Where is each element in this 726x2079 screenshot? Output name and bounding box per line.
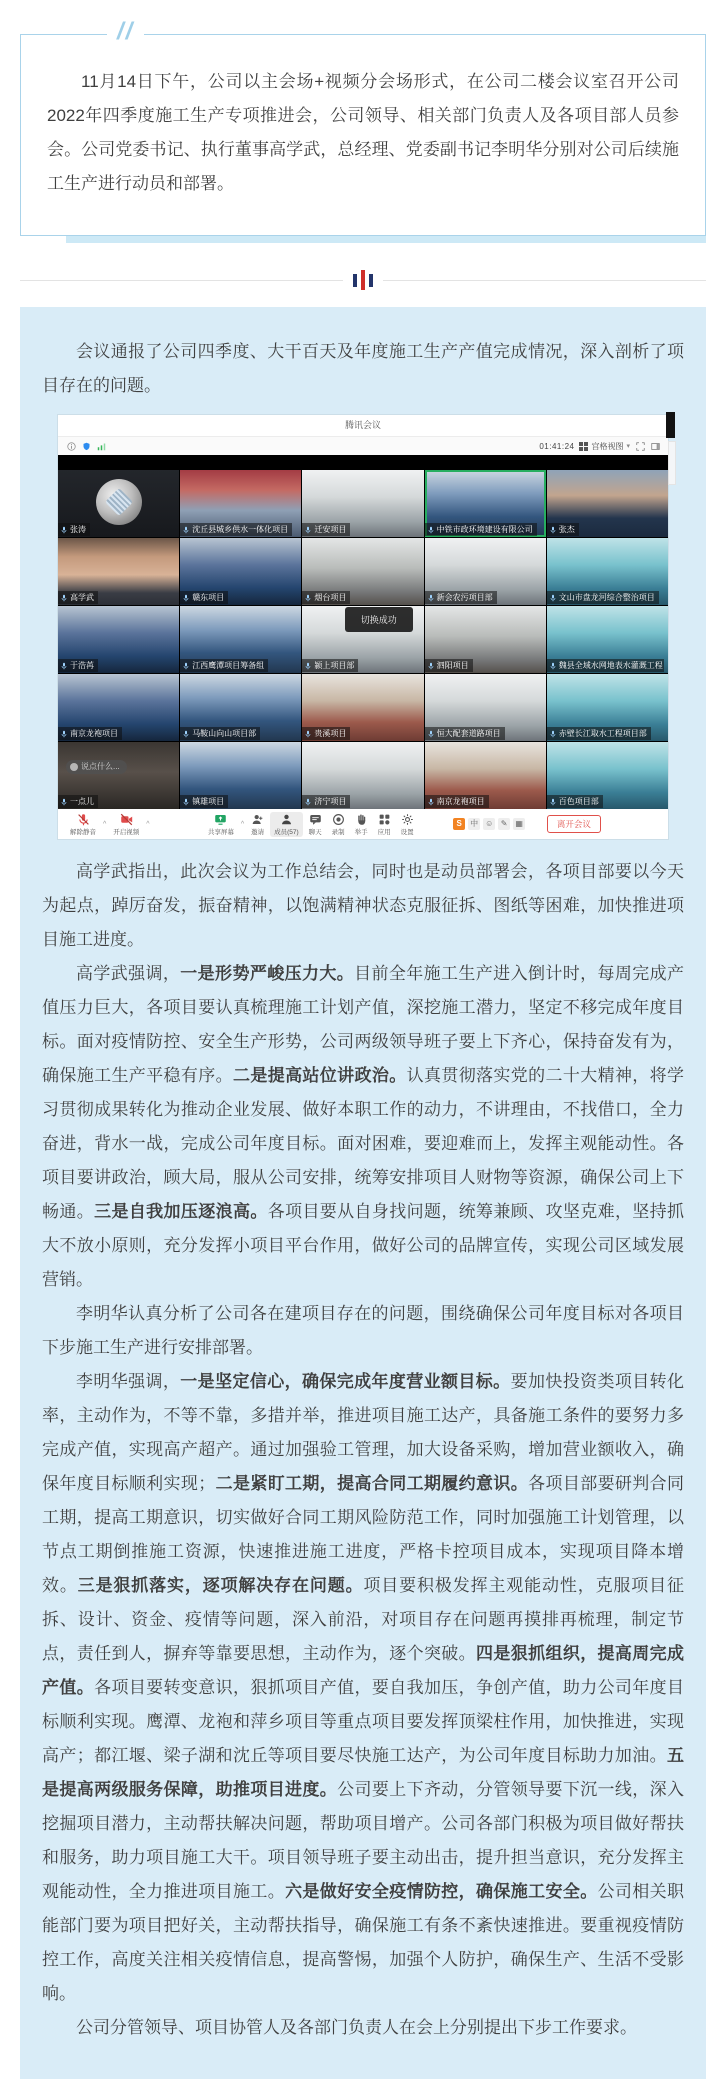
control-record[interactable] [328,812,349,837]
mic-icon [304,594,312,602]
chat-icon [309,813,322,826]
video-tile[interactable] [180,538,301,605]
control-label: 成员(57) [274,828,299,836]
mic-icon [304,662,312,670]
expand-caret-icon[interactable]: ^ [103,820,107,828]
video-tile[interactable] [58,606,179,673]
body-text: 李明华强调， [76,1372,181,1391]
mic-icon [60,662,68,670]
control-camera-off[interactable] [109,812,143,837]
fullscreen-icon[interactable] [635,441,645,451]
participant-name: 颍上项目部 [314,661,355,670]
ime-tool-icon[interactable]: ☺ [485,819,494,828]
body-text: 项目要积极发挥主观能动性，克服项目征拆、设计、资金、疫情等问题，深入前沿，对项目存在问题再摸排再梳理，制定节点，责任到人，摒弃等靠要思想，主动作为，逐个突破。 [42,1576,685,1663]
participant-name-label [547,523,579,536]
paragraph [42,1365,684,2011]
participant-name-label [302,659,358,672]
participant-name: 张涛 [70,525,86,534]
participant-name: 文山市盘龙河综合整治项目 [558,593,655,602]
shield-icon[interactable] [81,441,91,451]
emphasis-text: 三是自我加压逐浪高。 [94,1202,268,1221]
mic-icon [427,526,435,534]
participant-name: 一点儿 [70,797,94,806]
participant-name: 新会农污项目部 [436,593,493,602]
participant-name: 镇雄项目 [192,797,225,806]
participant-name-label [425,523,537,536]
mic-icon [182,526,190,534]
controls-left [66,812,151,837]
video-tile[interactable] [180,606,301,673]
body-text: 各项目要转变意识，狠抓项目产值，要自我加压，争创产值，助力公司年度目标顺利实现。鹰潭、龙袍和萍乡项目等重点项目要发挥顶梁柱作用，加快推进，实现高产；都江堰、梁子湖和沈丘等项目要尽快施工达产，为公司年度目标助力加油。 [42,1678,685,1765]
video-tile[interactable] [58,674,179,741]
control-label: 开启视频 [113,828,140,836]
invite-icon [251,813,264,826]
paragraph [42,1297,684,1365]
participant-name-label [180,591,228,604]
video-tile[interactable] [425,742,546,809]
participant-name: 迁安项目 [314,525,347,534]
participant-name-label [302,727,350,740]
video-tile[interactable] [547,538,668,605]
meeting-bottom-toolbar [58,809,668,839]
video-tile[interactable] [547,470,668,537]
control-label: 共享屏幕 [207,828,234,836]
participant-name-label [58,523,90,536]
control-label: 邀请 [251,828,265,836]
video-tile[interactable] [302,674,423,741]
control-share-screen[interactable] [204,812,238,837]
chevron-down-icon: ▾ [626,443,630,450]
share-screen-icon [214,813,227,826]
body-text: 各项目要从自身找问题，统筹兼顾、攻坚克难，坚持抓大不放小原则，充分发挥小项目平台作用，做好公司的品牌宣传，实现公司区域发展营销。 [42,1202,685,1289]
meeting-screenshot [58,415,668,839]
ime-tool-icon[interactable]: ✎ [498,818,510,830]
grid-view-icon [579,442,588,451]
mic-icon [60,798,68,806]
mic-muted-icon [77,813,90,826]
participant-avatar [96,479,142,525]
body-text: 高学武强调， [76,964,181,983]
controls-center [204,812,418,837]
camera-off-icon [120,813,133,826]
control-settings[interactable] [397,812,418,837]
mic-icon [60,594,68,602]
participant-name-label [547,591,659,604]
participant-name: 张杰 [558,525,575,534]
control-members[interactable] [270,812,303,837]
control-apps[interactable] [374,812,395,837]
lead-paragraph: 会议通报了公司四季度、大干百天及年度施工生产产值完成情况，深入剖析了项目存在的问题。 [42,342,684,395]
emphasis-text: 一是形势严峻压力大。 [180,964,355,983]
participant-name-label [425,727,505,740]
control-label: 设置 [400,828,414,836]
mic-icon [182,798,190,806]
participant-name-label [547,659,665,672]
video-tile[interactable] [58,470,179,537]
video-tile[interactable] [180,470,301,537]
members-icon [280,813,293,826]
participant-name: 沈丘县城乡供水一体化项目 [192,525,289,534]
meeting-timer: 01:41:24 [539,441,575,451]
mic-icon [549,730,557,738]
video-tile[interactable] [547,606,668,673]
emphasis-text: 二是提高站位讲政治。 [232,1066,407,1085]
body-text: 目前全年施工生产进入倒计时，每周完成产值压力巨大，各项目要认真梳理施工计划产值，深挖施工潜力，坚定不移完成年度目标。面对疫情防控、安全生产形势，公司两级领导班子要上下齐心，保持奋发有为，确保施工生产平稳有序。 [42,964,685,1085]
emphasis-text: 五是提高两级服务保障，助推项目进度。 [42,1746,684,1799]
control-label: 聊天 [308,828,322,836]
participant-name-label [425,659,473,672]
emphasis-text: 一是坚定信心，确保完成年度营业额目标。 [180,1372,511,1391]
participant-name-label [547,795,603,808]
video-grid [58,470,668,809]
video-tile[interactable] [547,742,668,809]
leave-meeting-button[interactable]: 离开会议 [547,815,601,833]
raise-hand-icon [355,813,368,826]
participant-name-label [302,591,350,604]
paragraph [42,855,684,957]
intro-paragraph: 11月14日下午，公司以主会场+视频分会场形式，在公司二楼会议室召开公司2022年四季度施工生产专项推进会，公司领导、相关部门负责人及各项目部人员参会。公司党委书记、执行董事高学武，总经理、党委副书记李明华分别对公司后续施工生产进行动员和部署。 [47,72,679,193]
layout-panel-icon[interactable] [650,441,660,451]
video-tile[interactable] [58,742,179,809]
participant-name: 烟台项目 [314,593,347,602]
control-mic-muted[interactable] [66,812,100,837]
ime-tray[interactable] [453,818,525,830]
participant-name: 济宁项目 [314,797,347,806]
participant-name-label [302,523,350,536]
participant-name-label [180,727,260,740]
article-section [20,307,706,2079]
meeting-window-title: 腾讯会议 [58,415,668,436]
mic-icon [182,594,190,602]
record-icon [332,813,345,826]
apps-icon [378,813,391,826]
participant-name: 南京龙袍项目 [70,729,118,738]
meeting-top-toolbar [58,436,668,455]
mic-icon [60,730,68,738]
article-paragraphs [42,855,684,2045]
body-text: 李明华认真分析了公司各在建项目存在的问题，围绕确保公司年度目标对各项目下步施工生产进行安排部署。 [42,1304,684,1357]
emphasis-text: 六是做好安全疫情防控，确保施工安全。 [285,1882,598,1901]
participant-name: 泗阳项目 [436,661,469,670]
ime-tool-icon[interactable]: 中 [470,819,479,828]
mic-icon [182,730,190,738]
view-mode-selector[interactable]: 宫格视图 ▾ [579,441,630,452]
participant-name-label [302,795,350,808]
control-chat[interactable] [305,812,326,837]
side-scroll-strip[interactable] [668,441,676,485]
mic-icon [549,798,557,806]
participant-name: 马鞍山向山项目部 [192,729,257,738]
control-label: 录制 [331,828,345,836]
body-text: 高学武指出，此次会议为工作总结会，同时也是动员部署会，各项目部要以今天为起点，踔厉奋发，振奋精神，以饱满精神状态克服征拆、图纸等困难，加快推进项目施工进度。 [42,862,684,949]
participant-name-label [58,727,122,740]
video-tile[interactable] [547,674,668,741]
video-tile[interactable] [425,538,546,605]
expand-caret-icon[interactable]: ^ [146,820,150,828]
participant-name: 江西鹰潭项目筹备组 [192,661,265,670]
chat-bubble-icon [70,763,78,771]
participant-name: 中铁市政环境建设有限公司 [436,525,533,534]
participant-name: 赣东项目 [192,593,225,602]
settings-icon [401,813,414,826]
participant-name: 赤壁长江取水工程项目部 [558,729,647,738]
video-tile[interactable] [302,470,423,537]
mic-icon [304,730,312,738]
video-tile[interactable] [180,674,301,741]
mic-icon [549,594,557,602]
video-tile[interactable] [58,538,179,605]
control-invite[interactable] [247,812,268,837]
emphasis-text: 四是狠抓组织，提高周完成产值。 [42,1644,685,1697]
paragraph [42,2011,684,2045]
participant-name: 恒大配套道路项目 [436,729,501,738]
ime-tool-icon[interactable]: ▦ [513,818,525,830]
mic-icon [304,526,312,534]
control-label: 应用 [377,828,391,836]
video-grid-area [58,455,668,809]
participant-name: 百色项目部 [558,797,599,806]
video-tile[interactable] [425,674,546,741]
background-window-edge [666,412,675,438]
intro-box [20,18,706,236]
participant-name-label [547,727,651,740]
control-label: 举手 [354,828,368,836]
video-tile[interactable] [425,470,546,537]
emphasis-text: 二是紧盯工期，提高合同工期履约意识。 [215,1474,529,1493]
participant-name-label [58,795,98,808]
video-tile[interactable] [302,538,423,605]
mic-icon [427,798,435,806]
paragraph [42,957,684,1297]
mic-icon [60,526,68,534]
section-divider [20,267,706,293]
body-text: 公司相关职能部门要为项目把好关，主动帮扶指导，确保施工有条不紊快速推进。要重视疫情防控工作，高度关注相关疫情信息，提高警惕，加强个人防护，确保生产、生活不受影响。 [42,1882,685,2003]
mic-icon [549,662,557,670]
participant-name: 贵溪项目 [314,729,347,738]
participant-name-label [425,591,497,604]
participant-name-label [180,659,268,672]
body-text: 公司分管领导、项目协管人及各部门负责人在会上分别提出下步工作要求。 [76,2018,637,2037]
mic-icon [549,526,557,534]
switch-success-toast: 切换成功 [345,607,413,632]
control-raise-hand[interactable] [351,812,372,837]
participant-name: 于浩苒 [70,661,94,670]
emphasis-text: 三是狠抓落实，逐项解决存在问题。 [77,1576,364,1595]
participant-name: 南京龙袍项目 [436,797,485,806]
video-tile[interactable] [302,742,423,809]
participant-name-label [58,591,98,604]
participant-name-label [425,795,489,808]
quick-chat-overlay[interactable]: 说点什么... [66,760,127,774]
mic-icon [427,594,435,602]
decor-slashes-icon: // [107,18,144,46]
mic-icon [182,662,190,670]
info-icon[interactable] [66,441,76,451]
participant-name-label [180,795,228,808]
video-tile[interactable] [180,742,301,809]
divider-bars-icon [343,270,383,290]
participant-name: 魏县全域水网地表水灌溉工程 [558,661,663,670]
participant-name-label [180,523,292,536]
body-text: 公司要上下齐动，分管领导要下沉一线，深入挖掘项目潜力，主动帮扶解决问题，帮助项目增产。公司各部门积极为项目做好帮扶和服务，助力项目施工大干。项目领导班子要主动出击，提升担当意识，充分发挥主观能动性，全力推进项目施工。 [42,1780,685,1901]
body-text: 认真贯彻落实党的二十大精神，将学习贯彻成果转化为推动企业发展、做好本职工作的动力，不讲理由，不找借口，全力奋进，背水一战，完成公司年度目标。面对困难，要迎难而上，发挥主观能动性。各项目要讲政治，顾大局，服从公司安排，统筹安排项目人财物等资源，确保公司上下畅通。 [42,1066,685,1221]
mic-icon [427,662,435,670]
body-text: 要加快投资类项目转化率，主动作为，不等不靠，多措并举，推进项目施工达产，具备施工条件的要努力多完成产值，实现高产超产。通过加强验工管理，加大设备采购，增加营业额收入，确保年度目标顺利实现； [42,1372,685,1493]
video-tile[interactable] [425,606,546,673]
participant-name-label [58,659,98,672]
control-label: 解除静音 [70,828,96,836]
sogou-ime-icon[interactable]: S [453,818,465,830]
mic-icon [304,798,312,806]
mic-icon [427,730,435,738]
network-signal-icon[interactable] [96,441,106,451]
intro-box-shadow [66,236,706,243]
body-text: 各项目部要研判合同工期，提高工期意识，切实做好合同工期风险防范工作，同时加强施工计划管理，以节点工期倒推施工资源，快速推进施工进度，严格卡控项目成本，实现项目降本增效。 [42,1474,685,1595]
participant-name: 高学武 [70,593,94,602]
expand-caret-icon[interactable]: ^ [240,820,245,828]
